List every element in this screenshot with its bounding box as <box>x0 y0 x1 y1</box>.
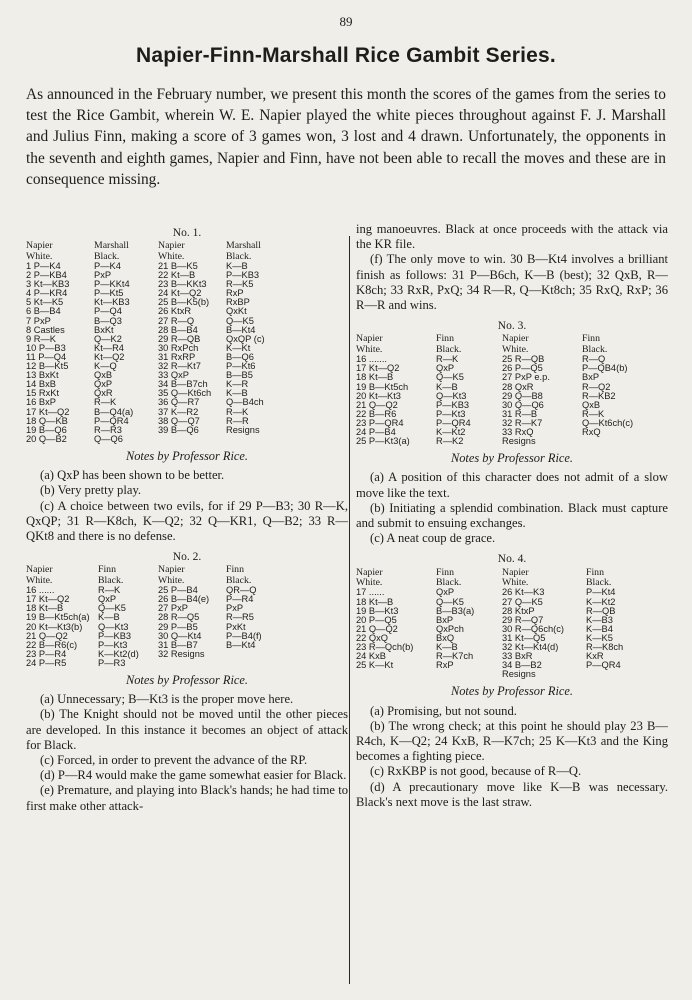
move-cell: 27 Q—K5 <box>502 596 543 607</box>
game-4-notes <box>356 704 668 810</box>
move-cell: Resigns <box>226 424 260 435</box>
annotation-note: (b) The Knight should not be moved until the other pieces are developed. In this instance it becomes an object of attack for Black. <box>26 707 348 752</box>
move-cell: Q—Q6 <box>94 433 123 444</box>
move-cell: 17 Kt—Q2 <box>26 594 70 605</box>
move-cell: 26 Kt—K3 <box>502 587 545 598</box>
move-cell: 16 ....... <box>356 354 388 365</box>
column-header-line: White. <box>356 577 383 588</box>
game-4-heading: No. 4. <box>497 553 527 566</box>
intro-paragraph: As announced in the February number, we present this month the scores of the games from the series to test the Rice Gambit, wherein W. E. Napier played the white pieces throughout against F. J. Marshall and Julius Finn, making a score of 3 games won, 3 lost and 4 drawn. Unfortunately, the opponents in the seventh and eighth games, Napier and Finn, have not been able to recall the moves and these are in consequence missing. <box>26 86 666 188</box>
move-cell: BxKt <box>94 324 114 335</box>
move-cell: 4 P—KR4 <box>26 288 68 299</box>
move-cell: 24 P—R5 <box>26 657 67 668</box>
move-cell: R—R5 <box>226 612 254 623</box>
move-cell: R—K <box>98 585 121 596</box>
move-cell: 20 P—Q5 <box>356 614 397 625</box>
move-cell: R—R3 <box>94 424 122 435</box>
move-cell: QxP <box>436 587 455 598</box>
move-cell: 32 Kt—Kt4(d) <box>502 641 559 652</box>
move-cell: 22 B—R6 <box>356 408 397 419</box>
move-cell: 29 P—B5 <box>158 621 198 632</box>
move-cell: QxB <box>582 399 601 410</box>
column-header <box>586 568 656 589</box>
move-cell: P—KKt4 <box>94 279 130 290</box>
column-header <box>502 568 586 589</box>
annotation-note: (a) Unnecessary; B—Kt3 is the proper move here. <box>40 692 294 707</box>
move-cell: 17 Kt—Q2 <box>26 406 70 417</box>
column-header-line: Finn <box>436 333 454 345</box>
game-3-notes <box>356 470 668 546</box>
move-cell: 25 R—QB <box>502 354 545 365</box>
move-cell: 3 Kt—KB3 <box>26 279 70 290</box>
move-row <box>26 435 288 444</box>
move-cell: 22 QxQ <box>356 632 389 643</box>
move-cell <box>356 670 436 679</box>
column-header <box>226 241 288 262</box>
move-cell: P—KB3 <box>226 270 260 281</box>
move-cell <box>226 659 288 668</box>
move-cell: 2 P—KB4 <box>26 270 67 281</box>
move-cell: 18 Kt—B <box>356 596 394 607</box>
game-1-notes-title: Notes by Professor Rice. <box>125 448 249 463</box>
move-cell: 33 BxR <box>502 651 533 662</box>
move-cell: P—Kt3 <box>436 408 466 419</box>
move-cell: 26 KtxR <box>158 306 192 317</box>
column-header-line: White. <box>158 574 185 586</box>
column-header <box>98 565 158 586</box>
move-cell <box>226 435 288 444</box>
move-cell: 1 P—K4 <box>26 261 61 272</box>
annotation-note: (b) Initiating a splendid combination. Black must capture and submit to ensuing exchanges. <box>356 500 668 530</box>
move-cell: 24 KxB <box>356 651 386 662</box>
move-cell: RxP <box>436 660 454 671</box>
move-cell: 30 Q—Q6 <box>502 399 544 410</box>
annotation-note: (c) A choice between two evils, for if 29 P—B3; 30 R—K, QxQP; 31 R—K8ch, K—Q2; 32 Q—KR1, Q—B2; 33 R—QKt8 and there is no defense. <box>26 498 348 543</box>
annotation-note: (b) Very pretty play. <box>40 483 142 498</box>
move-cell: BxP <box>436 614 454 625</box>
column-header-line: Napier <box>502 333 529 345</box>
move-cell: PxP <box>94 270 112 281</box>
move-cell: 27 R—Q <box>158 315 195 326</box>
move-cell: Q—K2 <box>94 333 122 344</box>
move-cell: Q—Kt3 <box>436 390 467 401</box>
annotation-note: (c) A neat coup de grace. <box>370 531 496 546</box>
game-3-heading: No. 3. <box>497 320 527 333</box>
move-cell: K—Kt <box>226 342 251 353</box>
column-header-line: Black. <box>586 577 612 588</box>
move-cell: 37 K—R2 <box>158 406 199 417</box>
column-header <box>226 565 288 586</box>
move-cell: KxR <box>586 651 604 662</box>
move-cell: 30 R—Q6ch(c) <box>502 623 564 634</box>
move-cell: 5 Kt—K5 <box>26 297 64 308</box>
move-cell: 26 P—Q5 <box>502 363 543 374</box>
move-cell: 19 B—Kt5ch(a) <box>26 612 90 623</box>
move-cell: 29 R—QB <box>158 333 201 344</box>
move-cell: B—Q4(a) <box>94 406 134 417</box>
game-2-note-f: (f) The only move to win. 30 B—Kt4 involves a brilliant finish as follows: 31 P—B6ch, K—B (best); 32 QxB, R—K8ch; 33 RxR, PxQ; 34 R—R, Q—Kt8ch; 35 RxQ, RxP; 36 R—R and wins. <box>356 252 668 313</box>
move-cell: QxR <box>94 388 113 399</box>
annotation-note: (a) QxP has been shown to be better. <box>40 468 225 483</box>
move-cell: P—R3 <box>98 657 126 668</box>
move-cell: Q—K5 <box>226 315 254 326</box>
move-cell: 6 B—B4 <box>26 306 61 317</box>
move-cell: K—B <box>226 388 248 399</box>
move-cell: 21 Q—Q2 <box>356 399 398 410</box>
move-cell: QxP <box>98 594 117 605</box>
move-cell: Q—K5 <box>98 603 126 614</box>
move-cell: Q—K5 <box>436 596 464 607</box>
move-cell: 24 P—B4 <box>356 426 396 437</box>
move-cell: RxBP <box>226 297 250 308</box>
move-cell: K—B4 <box>586 623 613 634</box>
move-cell: PxKt <box>226 621 246 632</box>
move-cell: 30 Q—Kt4 <box>158 630 202 641</box>
move-cell: P—QB4(b) <box>582 363 628 374</box>
move-row <box>26 659 288 668</box>
column-header-line: Black. <box>436 577 462 588</box>
move-cell: 24 Kt—Q2 <box>158 288 202 299</box>
move-cell: K—B <box>436 641 458 652</box>
move-cell: 28 R—Q5 <box>158 612 200 623</box>
column-header <box>436 568 502 589</box>
move-cell: 25 K—Kt <box>356 660 394 671</box>
column-header-line: White. <box>502 343 529 355</box>
column-header-line: White. <box>158 250 185 262</box>
move-cell: 7 PxP <box>26 315 51 326</box>
move-cell <box>158 659 226 668</box>
move-cell: 28 B—B4 <box>158 324 198 335</box>
column-header-line: Napier <box>356 566 383 578</box>
move-cell <box>158 435 226 444</box>
move-cell: 19 B—Q6 <box>26 424 67 435</box>
move-cell: P—QR4 <box>586 660 621 671</box>
game-3-notes-title: Notes by Professor Rice. <box>450 451 574 466</box>
move-row <box>356 670 656 679</box>
move-cell: 29 Q—B8 <box>502 390 543 401</box>
move-cell: 21 Q—Q2 <box>26 630 68 641</box>
move-cell: 36 Q—R7 <box>158 397 200 408</box>
move-cell: R—K5 <box>226 279 254 290</box>
move-cell: K—K5 <box>586 632 613 643</box>
column-header-line: Black. <box>436 343 462 355</box>
move-cell: 25 P—Kt3(a) <box>356 436 410 447</box>
move-cell: K—Q <box>94 361 117 372</box>
column-header-line: Napier <box>502 566 529 578</box>
move-cell: PxP <box>226 603 244 614</box>
move-cell: 17 ...... <box>356 587 385 598</box>
column-header-line: Marshall <box>226 240 261 252</box>
column-header-line: Marshall <box>94 240 129 252</box>
column-header-line: Finn <box>582 333 600 345</box>
move-cell: Kt—Q2 <box>94 351 125 362</box>
column-header <box>94 241 158 262</box>
column-header <box>356 568 436 589</box>
move-cell: BxP <box>582 372 600 383</box>
move-cell: 31 RxRP <box>158 351 196 362</box>
move-cell: B—B5 <box>226 370 253 381</box>
move-cell: R—K <box>94 397 117 408</box>
column-header-line: White. <box>26 250 53 262</box>
move-cell: 34 B—B2 <box>502 660 542 671</box>
column-header-line: Finn <box>436 566 454 578</box>
move-cell: QxKt <box>226 306 247 317</box>
move-cell: B—Kt4 <box>226 639 256 650</box>
move-cell: R—QB <box>586 605 616 616</box>
column-header-line: Finn <box>226 564 244 576</box>
game-2-score-table <box>26 565 288 668</box>
move-cell: B—Kt4 <box>226 324 256 335</box>
game-2-heading: No. 2. <box>172 551 202 564</box>
move-cell: Q—Kt6ch(c) <box>582 417 634 428</box>
move-cell: K—Kt2(d) <box>98 648 139 659</box>
move-cell: 19 B—Kt3 <box>356 605 399 616</box>
column-header <box>158 565 226 586</box>
column-header <box>436 334 502 355</box>
move-cell: 28 KtxP <box>502 605 535 616</box>
move-cell: Q—K5 <box>436 372 464 383</box>
move-cell: K—Kt2 <box>436 426 466 437</box>
move-cell: QxB <box>94 370 113 381</box>
move-cell: 11 P—Q4 <box>26 351 67 362</box>
move-cell: 23 P—R4 <box>26 648 67 659</box>
move-cell: 13 BxKt <box>26 370 59 381</box>
annotation-note: (b) The wrong check; at this point he should play 23 B—R4ch, K—Q2; 24 KxB, R—K7ch; 25 K—Kt3 and the King becomes a fighting piece. <box>356 718 668 764</box>
game-4-score-table <box>356 568 656 680</box>
move-cell: P—KB3 <box>436 399 470 410</box>
move-cell: P—Kt6 <box>226 361 256 372</box>
move-cell: 15 RxKt <box>26 388 60 399</box>
column-divider <box>349 236 350 984</box>
move-cell: K—Kt2 <box>586 596 616 607</box>
move-cell: 17 Kt—Q2 <box>356 363 400 374</box>
move-cell: R—K8ch <box>586 641 624 652</box>
column-header <box>582 334 656 355</box>
move-cell: 29 R—Q7 <box>502 614 544 625</box>
page-number: 89 <box>339 14 353 29</box>
move-cell: 20 Q—B2 <box>26 433 67 444</box>
move-cell: R—K <box>436 354 459 365</box>
move-cell: Q—Kt3 <box>98 621 129 632</box>
move-cell: 21 Q—Q2 <box>356 623 398 634</box>
column-header-line: Napier <box>26 240 53 252</box>
move-cell: 23 B—KKt3 <box>158 279 207 290</box>
move-cell: 32 Resigns <box>158 648 205 659</box>
column-header <box>26 241 94 262</box>
column-header-line: Napier <box>158 240 185 252</box>
move-cell: 18 Q—KB <box>26 415 68 426</box>
game-1-notes <box>26 468 348 544</box>
move-cell: QxP <box>94 379 113 390</box>
move-row <box>26 298 288 307</box>
move-cell: 18 Kt—B <box>356 372 394 383</box>
move-cell: 16 ...... <box>26 585 55 596</box>
move-row <box>356 437 656 446</box>
move-cell: P—R4 <box>226 594 254 605</box>
move-cell: R—K <box>582 408 605 419</box>
column-header-line: White. <box>502 577 529 588</box>
move-row <box>26 371 288 380</box>
annotation-note: (d) P—R4 would make the game somewhat easier for Black. <box>40 768 347 783</box>
column-header-line: Napier <box>26 564 53 576</box>
move-cell <box>586 670 656 679</box>
move-cell: 31 Kt—Q5 <box>502 632 546 643</box>
move-cell: 25 P—B4 <box>158 585 198 596</box>
column-header-line: White. <box>356 343 383 355</box>
move-cell: P—KB3 <box>98 630 132 641</box>
move-cell <box>582 437 656 446</box>
move-cell: QxPch <box>436 623 464 634</box>
move-cell: 38 Q—Q7 <box>158 415 200 426</box>
move-cell: B—Q3 <box>94 315 122 326</box>
move-cell: 27 PxP <box>158 603 188 614</box>
move-cell: R—R <box>226 415 249 426</box>
right-column <box>356 222 668 810</box>
column-header <box>158 241 226 262</box>
move-cell: 12 B—Kt5 <box>26 361 69 372</box>
move-cell: P—QR4 <box>436 417 471 428</box>
move-cell: 18 Kt—B <box>26 603 64 614</box>
move-cell: 16 BxP <box>26 397 56 408</box>
move-cell: R—K7ch <box>436 651 474 662</box>
move-cell: 30 RxPch <box>158 342 199 353</box>
move-cell: R—KB2 <box>582 390 616 401</box>
move-cell: 34 B—B7ch <box>158 379 208 390</box>
move-cell: 31 R—B <box>502 408 538 419</box>
move-cell: P—Kt5 <box>94 288 124 299</box>
move-cell: 28 QxR <box>502 381 534 392</box>
move-row <box>26 595 288 604</box>
move-cell: RxP <box>226 288 244 299</box>
move-cell: QxQP (c) <box>226 333 265 344</box>
game-1-score-table <box>26 241 288 444</box>
annotation-note: (e) Premature, and playing into Black's hands; he had time to first make other attack- <box>26 783 348 813</box>
move-cell: QxP <box>436 363 455 374</box>
move-cell: R—K <box>226 406 249 417</box>
move-cell: 20 Kt—Kt3(b) <box>26 621 83 632</box>
column-header-line: Black. <box>94 250 120 262</box>
move-cell: 35 Q—Kt6ch <box>158 388 212 399</box>
move-cell: Kt—R4 <box>94 342 124 353</box>
move-cell <box>436 670 502 679</box>
game-4-notes-title: Notes by Professor Rice. <box>450 684 574 699</box>
move-cell: 10 P—B3 <box>26 342 66 353</box>
left-column <box>26 222 348 814</box>
game-2-notes-title: Notes by Professor Rice. <box>125 672 249 687</box>
move-cell: 27 PxP e.p. <box>502 372 550 383</box>
column-header-line: Black. <box>98 574 124 586</box>
move-cell: P—Q4 <box>94 306 122 317</box>
page-title: Napier-Finn-Marshall Rice Gambit Series. <box>136 44 556 67</box>
move-cell: R—Q <box>582 354 606 365</box>
column-header <box>26 565 98 586</box>
move-cell: 14 BxB <box>26 379 56 390</box>
move-cell: 32 R—K7 <box>502 417 543 428</box>
move-cell: 21 B—K5 <box>158 261 198 272</box>
move-cell: B—B3(a) <box>436 605 475 616</box>
move-cell: 26 B—B4(e) <box>158 594 210 605</box>
move-cell: P—Kt3 <box>98 639 128 650</box>
move-cell: BxQ <box>436 632 455 643</box>
move-cell: Q—B4ch <box>226 397 264 408</box>
move-cell: 22 B—R6(c) <box>26 639 78 650</box>
column-header-line: Napier <box>158 564 185 576</box>
column-header <box>356 334 436 355</box>
move-cell: 25 B—K5(b) <box>158 297 210 308</box>
move-cell: Resigns <box>502 436 536 447</box>
column-header-line: Black. <box>226 574 252 586</box>
move-cell: K—R <box>226 379 249 390</box>
game-1-heading: No. 1. <box>172 227 202 239</box>
move-cell: P—K4 <box>94 261 121 272</box>
annotation-note: (a) Promising, but not sound. <box>370 703 517 718</box>
annotation-note: (c) RxKBP is not good, because of R—Q. <box>370 764 582 779</box>
annotation-note: (c) Forced, in order to prevent the advance of the RP. <box>40 752 308 767</box>
move-cell: 23 R—Qch(b) <box>356 641 414 652</box>
move-cell <box>226 650 288 659</box>
game-3-score-table <box>356 334 656 446</box>
move-cell: 19 B—Kt5ch <box>356 381 409 392</box>
move-cell: R—K2 <box>436 436 464 447</box>
game-2-note-e-continuation: ing manoeuvres. Black at once proceeds with the attack via the KR file. <box>356 222 668 252</box>
move-cell: K—B3 <box>586 614 613 625</box>
move-cell: QR—Q <box>226 585 257 596</box>
move-cell: 20 Kt—Kt3 <box>356 390 401 401</box>
move-cell: Kt—KB3 <box>94 297 130 308</box>
move-cell: 22 Kt—B <box>158 270 196 281</box>
move-cell: Resigns <box>502 669 536 680</box>
move-cell: R—Q2 <box>582 381 611 392</box>
move-cell: RxQ <box>582 426 601 437</box>
game-2-notes <box>26 692 348 814</box>
move-cell: 31 B—B7 <box>158 639 198 650</box>
column-header-line: Black. <box>226 250 252 262</box>
move-cell: 39 B—Q6 <box>158 424 199 435</box>
annotation-note: (a) A position of this character does not admit of a slow move like the text. <box>356 470 668 500</box>
move-cell: K—B <box>98 612 120 623</box>
column-header-line: Finn <box>586 566 604 578</box>
move-cell: 9 R—K <box>26 333 56 344</box>
column-header-line: Black. <box>582 343 608 355</box>
annotation-note: (d) A precautionary move like K—B was necessary. Black's next move is the last straw. <box>356 779 668 809</box>
move-cell: 23 P—QR4 <box>356 417 404 428</box>
move-cell: 33 QxP <box>158 370 190 381</box>
move-cell: 32 R—Kt7 <box>158 361 201 372</box>
move-cell: P—B4(f) <box>226 630 262 641</box>
move-cell: 8 Castles <box>26 324 65 335</box>
column-header-line: Finn <box>98 564 116 576</box>
column-header-line: White. <box>26 574 53 586</box>
column-header-line: Napier <box>356 333 383 345</box>
move-row <box>26 380 288 389</box>
column-header <box>502 334 582 355</box>
move-cell: P—Kt4 <box>586 587 616 598</box>
move-cell: 33 RxQ <box>502 426 534 437</box>
move-cell: K—B <box>226 261 248 272</box>
move-cell: B—Q6 <box>226 351 254 362</box>
move-cell: P—QR4 <box>94 415 129 426</box>
move-cell: K—B <box>436 381 458 392</box>
